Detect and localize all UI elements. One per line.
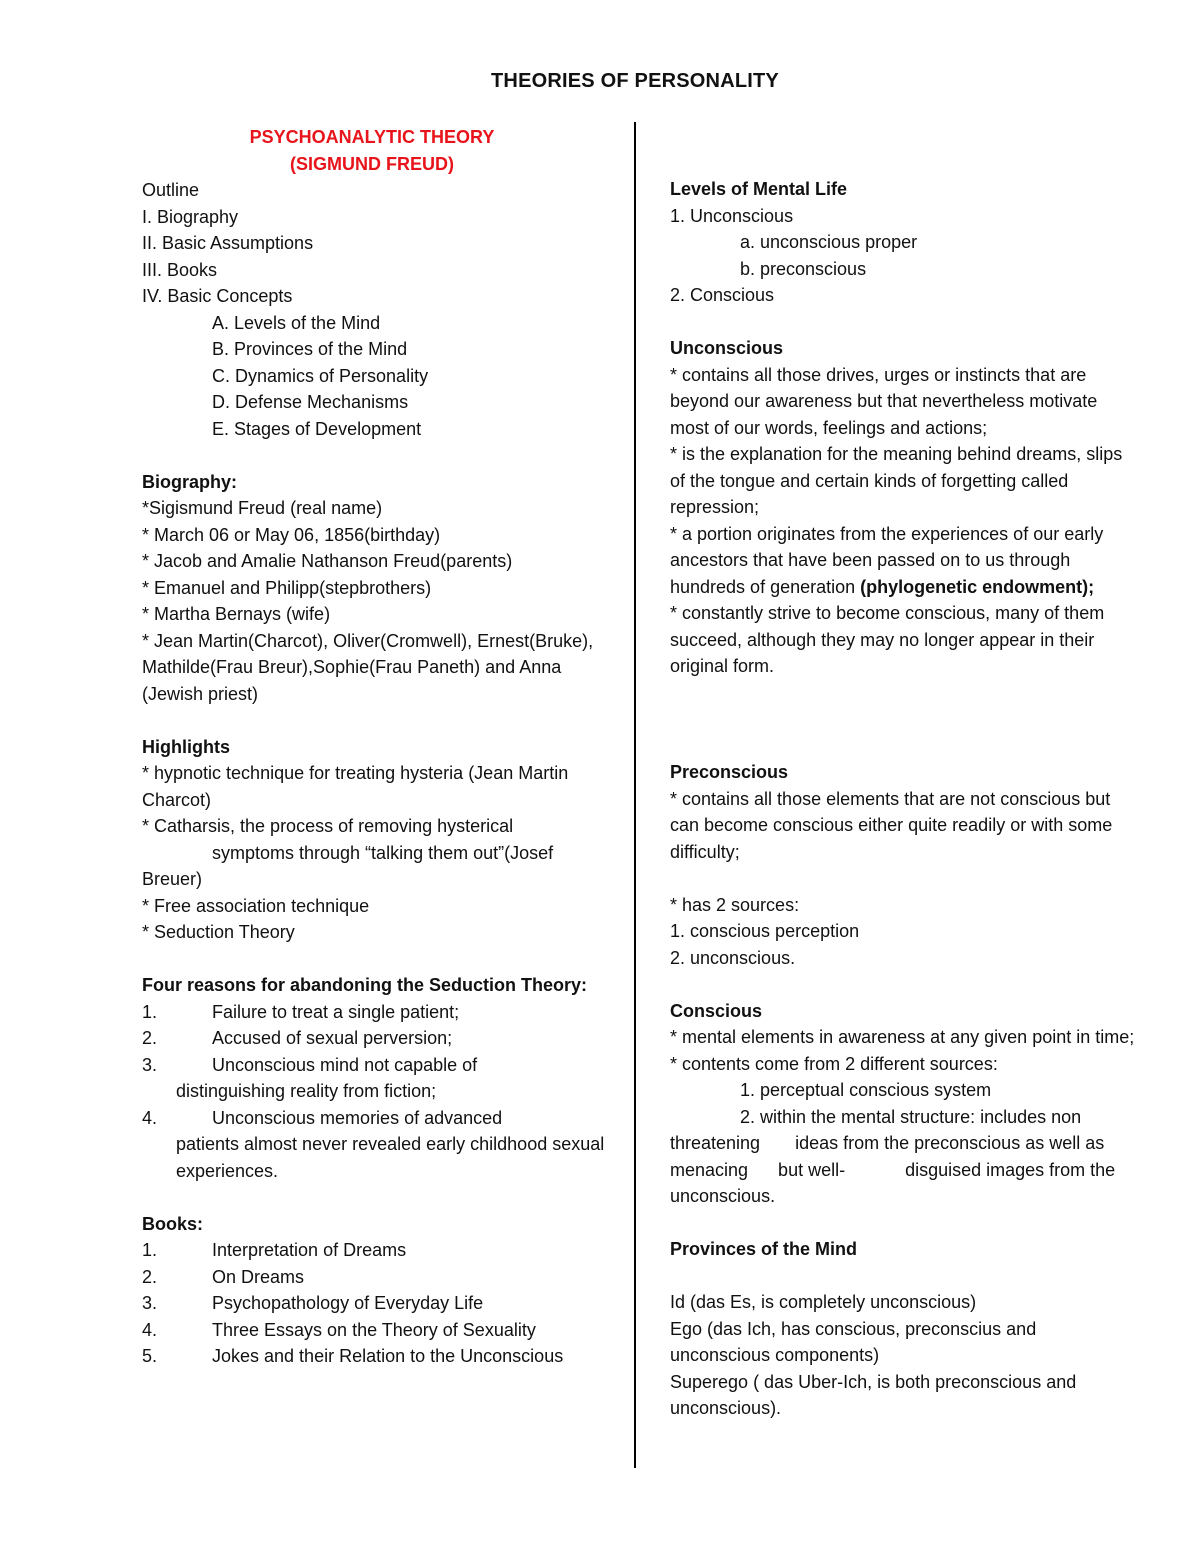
book-item bbox=[142, 1317, 612, 1344]
theory-subheading: (SIGMUND FREUD) bbox=[290, 153, 454, 174]
outline-item: IV. Basic Concepts bbox=[142, 286, 293, 306]
reason-continuation: patients almost never revealed early childhood sexual experiences. bbox=[176, 1134, 605, 1181]
province-item: Ego (das Ich, has conscious, preconscius and unconscious components) bbox=[670, 1318, 1037, 1365]
unconscious-heading: Unconscious bbox=[670, 338, 784, 358]
book-item bbox=[142, 1264, 612, 1291]
level-item: 2. Conscious bbox=[670, 285, 775, 305]
theory-heading: PSYCHOANALYTIC THEORY bbox=[249, 127, 495, 147]
biography-item: *Sigismund Freud (real name) bbox=[142, 498, 383, 518]
unconscious-paragraph: * constantly strive to become conscious, many of them succeed, although they may no longer appear in their original form. bbox=[670, 603, 1105, 676]
reason-number: 1. bbox=[142, 1001, 158, 1022]
reason-item bbox=[142, 999, 612, 1026]
highlight-item: Breuer) bbox=[142, 869, 203, 889]
phylogenetic-term: (phylogenetic endowment); bbox=[860, 576, 1095, 597]
reason-continuation: distinguishing reality from fiction; bbox=[176, 1081, 437, 1101]
book-title: Three Essays on the Theory of Sexuality bbox=[212, 1319, 536, 1340]
book-title: On Dreams bbox=[212, 1266, 305, 1287]
concept-item: B. Provinces of the Mind bbox=[212, 339, 408, 359]
highlight-item: symptoms through “talking them out”(Josef bbox=[212, 842, 554, 863]
conscious-heading: Conscious bbox=[670, 1000, 763, 1021]
preconscious-source: 2. unconscious. bbox=[670, 947, 796, 968]
conscious-paragraph: * mental elements in awareness at any given point in time; bbox=[670, 1027, 1135, 1047]
biography-item: * Emanuel and Philipp(stepbrothers) bbox=[142, 577, 432, 598]
level-subitem: a. unconscious proper bbox=[740, 232, 918, 252]
outline-item: III. Books bbox=[142, 259, 218, 280]
outline-item: I. Biography bbox=[142, 206, 239, 227]
reason-text: Unconscious memories of advanced bbox=[212, 1107, 503, 1128]
preconscious-paragraph: * has 2 sources: bbox=[670, 894, 800, 915]
concept-item: D. Defense Mechanisms bbox=[212, 392, 409, 412]
biography-item: * Jacob and Amalie Nathanson Freud(parents) bbox=[142, 551, 513, 571]
reason-text: Unconscious mind not capable of bbox=[212, 1054, 478, 1075]
book-title: Interpretation of Dreams bbox=[212, 1240, 407, 1260]
unconscious-paragraph: * is the explanation for the meaning behind dreams, slips of the tongue and certain kinds of forgetting called repression; bbox=[670, 444, 1123, 517]
highlight-item: * Catharsis, the process of removing hysterical bbox=[142, 816, 514, 836]
preconscious-paragraph: * contains all those elements that are not conscious but can become conscious either quite readily or with some difficulty; bbox=[670, 788, 1113, 862]
biography-item: * Jean Martin(Charcot), Oliver(Cromwell), Ernest(Bruke), Mathilde(Frau Breur),Sophie(Frau Paneth) and Anna (Jewish priest) bbox=[142, 630, 594, 704]
biography-item: * Martha Bernays (wife) bbox=[142, 604, 331, 624]
biography-item: * March 06 or May 06, 1856(birthday) bbox=[142, 524, 441, 545]
level-item: 1. Unconscious bbox=[670, 205, 794, 226]
page-title: THEORIES OF PERSONALITY bbox=[491, 70, 779, 92]
conscious-source: 1. perceptual conscious system bbox=[740, 1080, 992, 1100]
reasons-heading: Four reasons for abandoning the Seduction Theory: bbox=[142, 975, 588, 995]
reason-number: 3. bbox=[142, 1054, 158, 1075]
column-divider bbox=[634, 122, 636, 1468]
province-item: Id (das Es, is completely unconscious) bbox=[670, 1292, 977, 1312]
outline-label: Outline bbox=[142, 180, 200, 200]
concept-item: A. Levels of the Mind bbox=[212, 312, 381, 333]
provinces-heading: Provinces of the Mind bbox=[670, 1239, 858, 1259]
book-number: 1. bbox=[142, 1240, 158, 1260]
book-title: Jokes and their Relation to the Unconscious bbox=[212, 1346, 564, 1366]
reason-text: Accused of sexual perversion; bbox=[212, 1028, 453, 1048]
reason-item bbox=[142, 1105, 612, 1132]
levels-heading: Levels of Mental Life bbox=[670, 179, 848, 199]
paragraph-text: * a portion originates from the experiences of our early ancestors that have been passed on to us through hundreds of generation bbox=[670, 523, 1104, 597]
book-number: 3. bbox=[142, 1293, 158, 1313]
biography-heading: Biography: bbox=[142, 471, 238, 492]
highlight-item: * Seduction Theory bbox=[142, 922, 295, 942]
left-column bbox=[142, 124, 612, 1370]
concept-item: E. Stages of Development bbox=[212, 418, 422, 439]
conscious-source: 2. within the mental structure: includes non threatening ideas from the preconscious as well as menacing but well- disguised images from the unconscious. bbox=[670, 1106, 1121, 1206]
highlight-item: * Free association technique bbox=[142, 895, 370, 916]
highlights-heading: Highlights bbox=[142, 736, 230, 757]
preconscious-heading: Preconscious bbox=[670, 762, 789, 782]
reason-number: 2. bbox=[142, 1028, 158, 1048]
book-number: 2. bbox=[142, 1266, 158, 1287]
book-number: 4. bbox=[142, 1319, 158, 1340]
reason-item bbox=[142, 1052, 612, 1079]
preconscious-source: 1. conscious perception bbox=[670, 921, 860, 941]
level-subitem: b. preconscious bbox=[740, 258, 867, 279]
highlight-item: * hypnotic technique for treating hysteria (Jean Martin Charcot) bbox=[142, 763, 569, 810]
book-item bbox=[142, 1237, 612, 1264]
book-title: Psychopathology of Everyday Life bbox=[212, 1293, 484, 1313]
book-item bbox=[142, 1343, 612, 1370]
unconscious-paragraph: * contains all those drives, urges or instincts that are beyond our awareness but that nevertheless motivate most of our words, feelings and actions; bbox=[670, 364, 1098, 438]
books-heading: Books: bbox=[142, 1213, 204, 1234]
reason-item bbox=[142, 1025, 612, 1052]
province-item: Superego ( das Uber-Ich, is both preconscious and unconscious). bbox=[670, 1371, 1077, 1418]
book-item bbox=[142, 1290, 612, 1317]
concept-item: C. Dynamics of Personality bbox=[212, 365, 429, 386]
outline-item: II. Basic Assumptions bbox=[142, 233, 314, 253]
book-number: 5. bbox=[142, 1346, 158, 1366]
reason-number: 4. bbox=[142, 1107, 158, 1128]
right-column bbox=[670, 176, 1140, 1422]
conscious-paragraph: * contents come from 2 different sources: bbox=[670, 1053, 998, 1074]
reason-text: Failure to treat a single patient; bbox=[212, 1001, 460, 1022]
unconscious-paragraph bbox=[670, 521, 1140, 601]
